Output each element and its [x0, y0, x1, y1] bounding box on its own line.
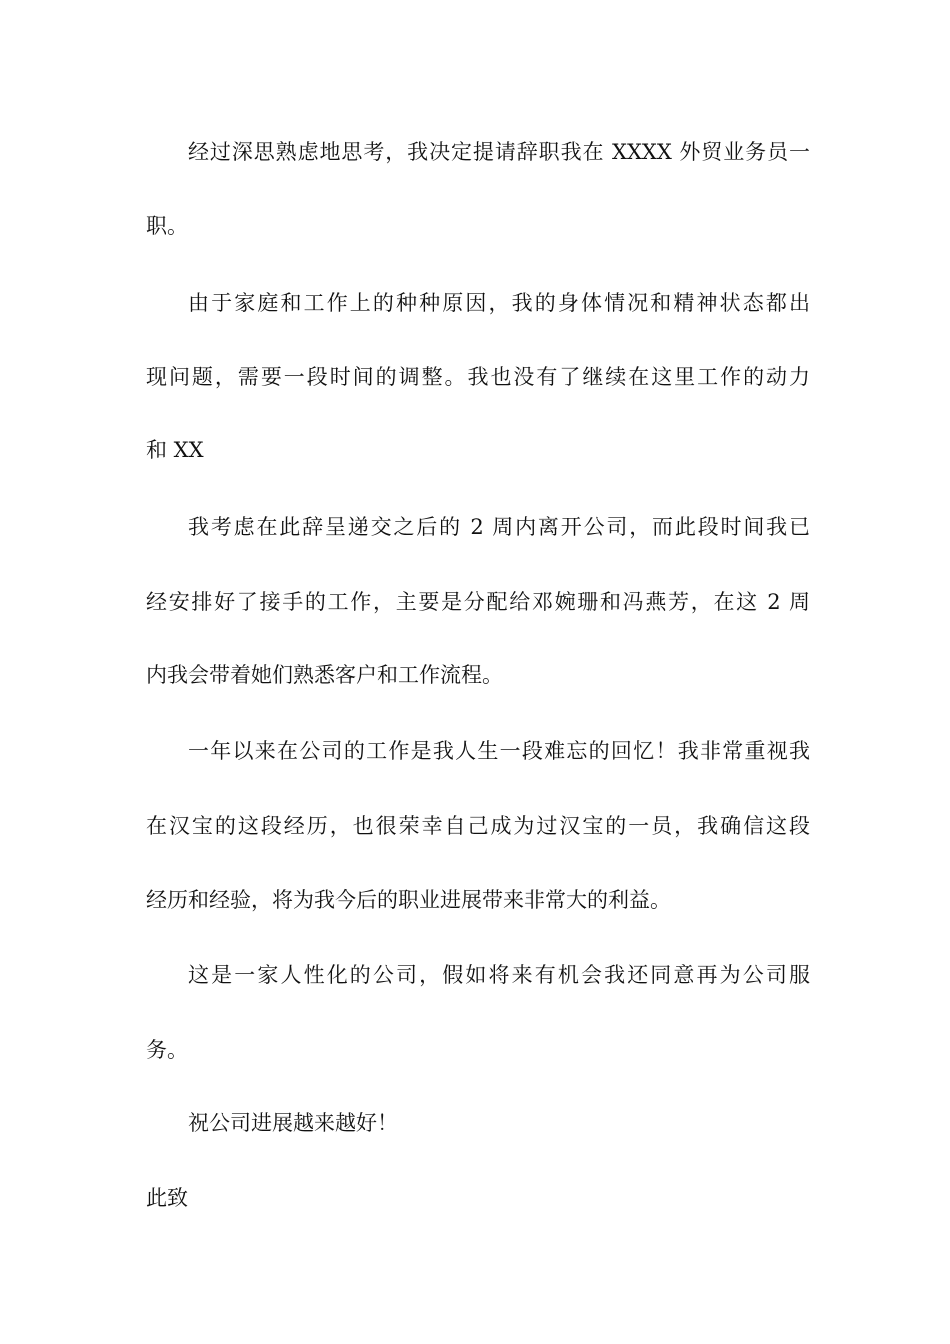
closing-wish: 祝公司进展越来越好！	[188, 1111, 398, 1135]
paragraph-3-line-1: 我考虑在此辞呈递交之后的 2 周内离开公司，而此段时间我已	[188, 515, 810, 539]
paragraph-2-line-2: 现问题，需要一段时间的调整。我也没有了继续在这里工作的动力	[146, 365, 810, 389]
paragraph-4-line-2: 在汉宝的这段经历，也很荣幸自己成为过汉宝的一员，我确信这段	[146, 814, 810, 838]
paragraph-1-line-1: 经过深思熟虑地思考，我决定提请辞职我在 XXXX 外贸业务员一	[188, 140, 810, 164]
paragraph-3-line-2: 经安排好了接手的工作，主要是分配给邓婉珊和冯燕芳，在这 2 周	[146, 590, 810, 614]
paragraph-2-line-1: 由于家庭和工作上的种种原因，我的身体情况和精神状态都出	[188, 291, 810, 315]
salutation: 此致	[146, 1186, 188, 1210]
paragraph-4-line-3: 经历和经验，将为我今后的职业进展带来非常大的利益。	[146, 888, 671, 912]
paragraph-5-line-1: 这是一家人性化的公司，假如将来有机会我还同意再为公司服	[188, 963, 810, 987]
paragraph-1-line-2: 职。	[146, 214, 188, 238]
paragraph-4-line-1: 一年以来在公司的工作是我人生一段难忘的回忆！我非常重视我	[188, 739, 810, 763]
paragraph-3-line-3: 内我会带着她们熟悉客户和工作流程。	[146, 663, 503, 687]
paragraph-2-line-3: 和 XX	[146, 438, 204, 462]
paragraph-5-line-2: 务。	[146, 1038, 188, 1062]
